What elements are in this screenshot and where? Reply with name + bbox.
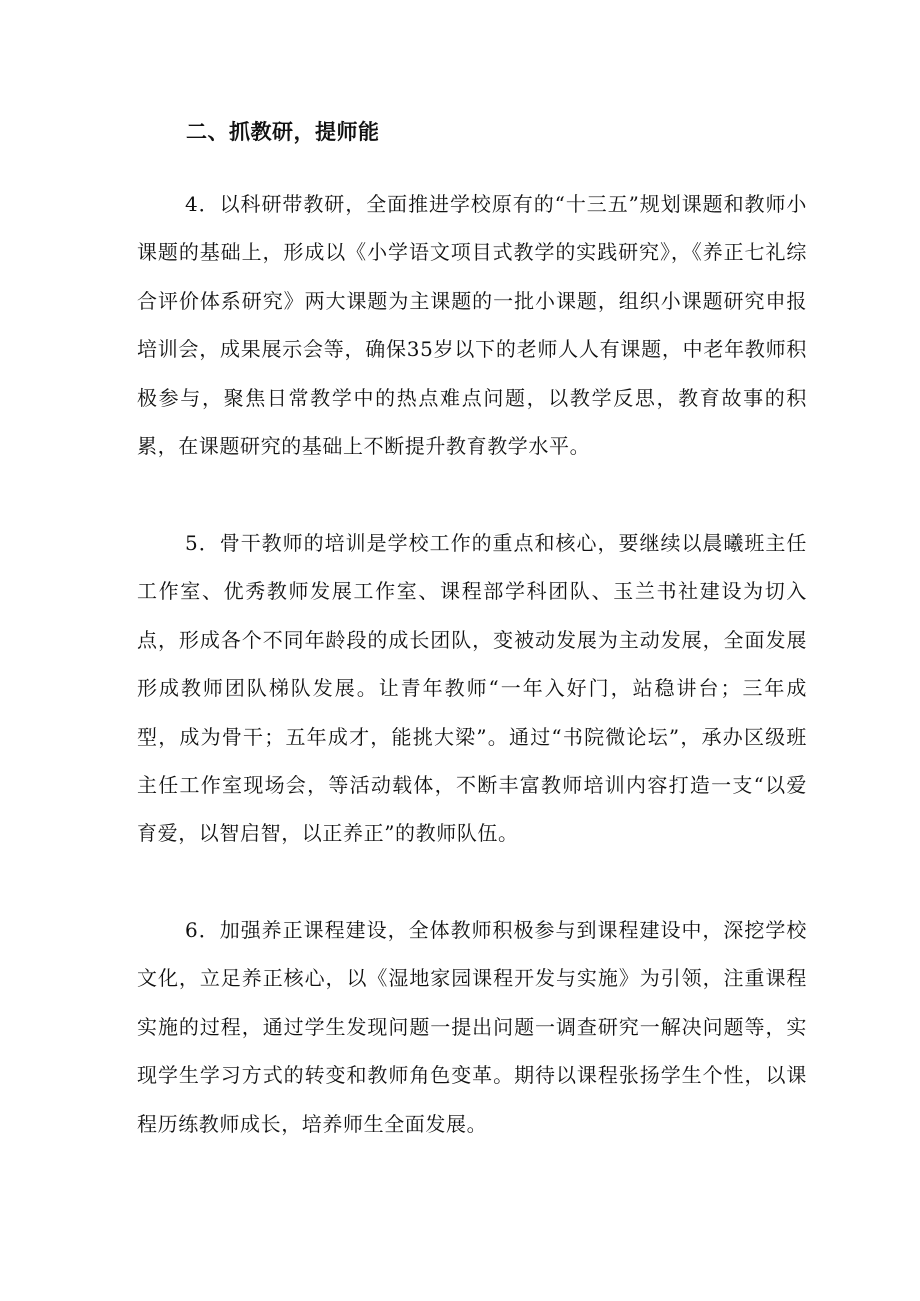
paragraph-teacher-training: 5．骨干教师的培训是学校工作的重点和核心，要继续以晨曦班主任工作室、优秀教师发展工作室、课程部学科团队、玉兰书社建设为切入点，形成各个不同年龄段的成长团队，变被动发展为主动发展，全面发展形成教师团队梯队发展。让青年教师“一年入好门，站稳讲台；三年成型，成为骨干；五年成才，能挑大梁”。通过“书院微论坛”，承办区级班主任工作室现场会，等活动载体，不断丰富教师培训内容打造一支“以爱育爱，以智启智，以正养正”的教师队伍。: [137, 531, 807, 846]
paragraph-curriculum: 6．加强养正课程建设，全体教师积极参与到课程建设中，深挖学校文化，立足养正核心，以《湿地家园课程开发与实施》为引领，注重课程实施的过程，通过学生发现问题一提出问题一调查研究一解决问题等，实现学生学习方式的转变和教师角色变革。期待以课程张扬学生个性，以课程历练教师成长，培养师生全面发展。: [137, 918, 807, 1136]
section-heading: 二、抓教研，提师能: [186, 120, 380, 144]
paragraph-research: 4．以科研带教研，全面推进学校原有的“十三五”规划课题和教师小课题的基础上，形成以《小学语文项目式教学的实践研究》，《养正七礼综合评价体系研究》两大课题为主课题的一批小课题，组织小课题研究申报培训会，成果展示会等，确保35岁以下的老师人人有课题，中老年教师积极参与，聚焦日常教学中的热点难点问题，以教学反思，教育故事的积累，在课题研究的基础上不断提升教育教学水平。: [137, 192, 807, 459]
